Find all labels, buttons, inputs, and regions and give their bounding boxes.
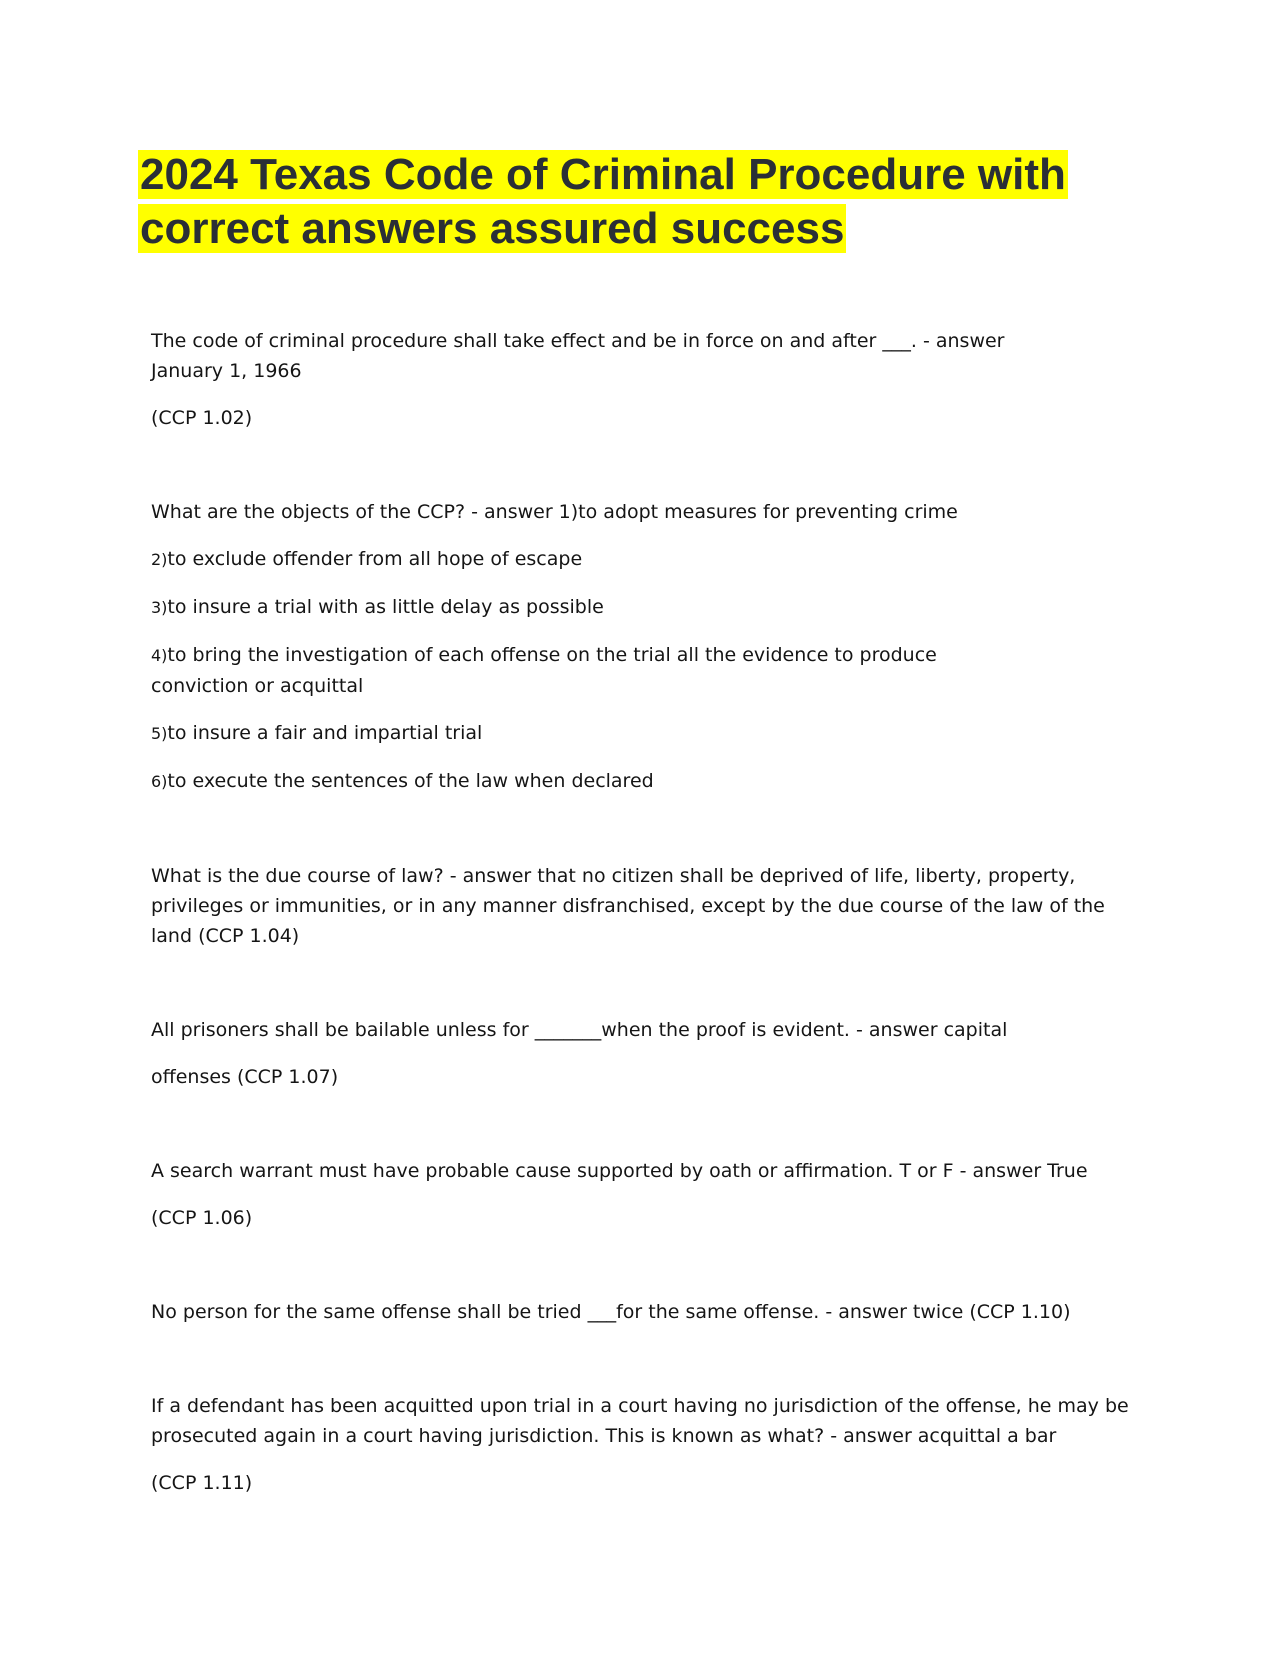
list-item-number: 6) bbox=[151, 772, 168, 791]
document-title bbox=[138, 148, 1148, 256]
citation-text: (CCP 1.02) bbox=[151, 407, 253, 429]
question-text: All prisoners shall be bailable unless for _______when the proof is evident. - answer capital bbox=[151, 1019, 1008, 1041]
citation-text: (CCP 1.11) bbox=[151, 1472, 253, 1494]
list-item bbox=[151, 766, 1136, 797]
list-item-text: to insure a trial with as little delay as possible bbox=[167, 596, 604, 618]
qa-item-5 bbox=[151, 1156, 1136, 1233]
list-item bbox=[151, 640, 1031, 701]
qa-item-4 bbox=[151, 1015, 1136, 1092]
qa-item-6 bbox=[151, 1297, 1136, 1327]
citation-text: offenses (CCP 1.07) bbox=[151, 1066, 339, 1088]
list-item bbox=[151, 592, 1136, 623]
list-item-text: to execute the sentences of the law when declared bbox=[167, 770, 654, 792]
question-text: No person for the same offense shall be tried ___for the same offense. - answer twice (CCP 1.10) bbox=[151, 1301, 1071, 1323]
list-item bbox=[151, 544, 1136, 575]
qa-item-3 bbox=[151, 861, 1136, 951]
list-item-text: to insure a fair and impartial trial bbox=[167, 722, 483, 744]
citation-text: (CCP 1.06) bbox=[151, 1207, 253, 1229]
qa-item-2 bbox=[151, 497, 1136, 797]
list-item-number: 4) bbox=[151, 646, 168, 665]
title-highlight: 2024 Texas Code of Criminal Procedure with correct answers assured success bbox=[140, 150, 1066, 253]
question-text: The code of criminal procedure shall take effect and be in force on and after ___. - answer January 1, 1966 bbox=[151, 330, 1005, 382]
question-text: What are the objects of the CCP? - answer 1)to adopt measures for preventing crime bbox=[151, 501, 958, 523]
list-item-number: 3) bbox=[151, 598, 168, 617]
list-item-text: to bring the investigation of each offense on the trial all the evidence to produce conviction or acquittal bbox=[151, 644, 937, 697]
question-text: What is the due course of law? - answer that no citizen shall be deprived of life, liberty, property, privileges or immunities, or in any manner disfranchised, except by the due course of the law of the land (CCP 1.04) bbox=[151, 865, 1105, 947]
document-body bbox=[151, 326, 1136, 1498]
list-item-number: 5) bbox=[151, 724, 168, 743]
question-text: A search warrant must have probable cause supported by oath or affirmation. T or F - answer True bbox=[151, 1160, 1088, 1182]
question-text: If a defendant has been acquitted upon trial in a court having no jurisdiction of the offense, he may be prosecuted again in a court having jurisdiction. This is known as what? - answer acquittal a bar bbox=[151, 1395, 1129, 1447]
qa-item-1 bbox=[151, 326, 1136, 433]
qa-item-7 bbox=[151, 1391, 1136, 1498]
list-item bbox=[151, 718, 1136, 749]
list-item-text: to exclude offender from all hope of escape bbox=[167, 548, 583, 570]
list-item-number: 2) bbox=[151, 550, 168, 569]
